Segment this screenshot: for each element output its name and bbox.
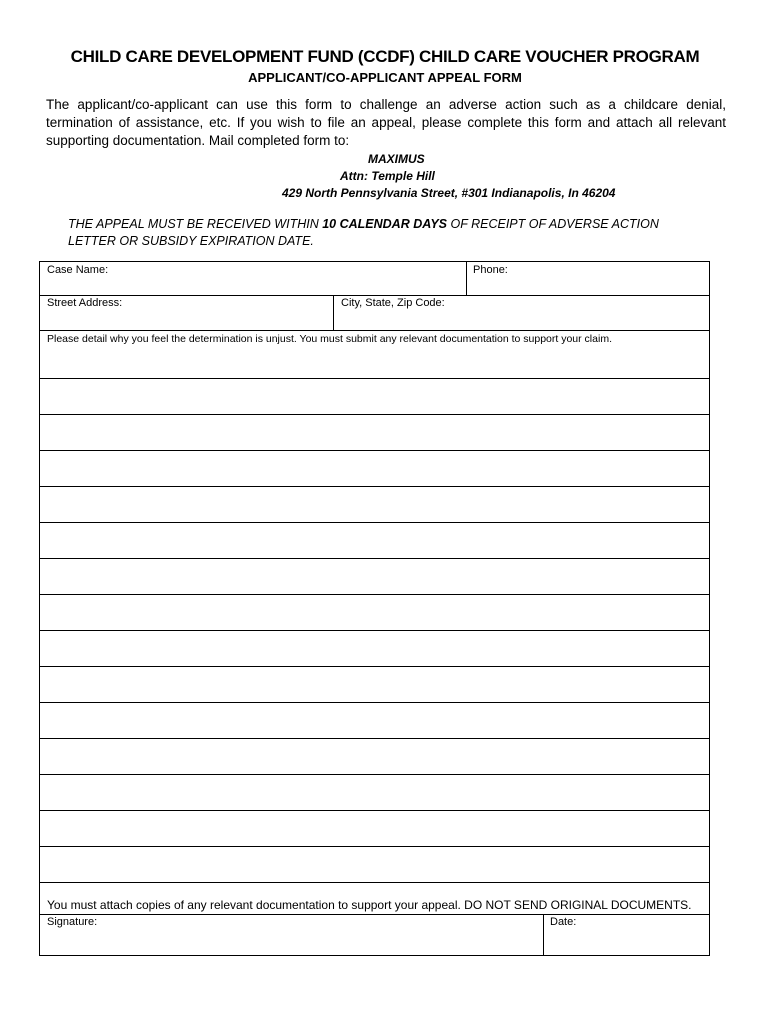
deadline-emphasis: 10 CALENDAR DAYS: [322, 217, 448, 231]
date-field[interactable]: [544, 915, 710, 955]
street-address-label: Street Address:: [47, 297, 123, 309]
mailing-address-street: 429 North Pennsylvania Street, #301 Indianapolis, In 46204: [282, 186, 616, 200]
mailing-address-name: MAXIMUS: [368, 152, 425, 166]
writing-line: [40, 882, 709, 883]
writing-line: [40, 486, 709, 487]
mailing-address-attn: Attn: Temple Hill: [340, 169, 435, 183]
case-name-field[interactable]: [40, 262, 466, 295]
phone-label: Phone:: [473, 264, 508, 276]
deadline-text-before: THE APPEAL MUST BE RECEIVED WITHIN: [68, 217, 323, 231]
attach-documents-note: You must attach copies of any relevant documentation to support your appeal. DO NOT SEND ORIGINAL DOCUMENTS.: [47, 898, 692, 912]
case-name-label: Case Name:: [47, 264, 109, 276]
writing-line: [40, 630, 709, 631]
city-state-zip-label: City, State, Zip Code:: [341, 297, 445, 309]
intro-paragraph: The applicant/co-applicant can use this form to challenge an adverse action such as a childcare denial, termination of assistance, etc. If you wish to file an appeal, please complete this form and attach all relevant supporting documentation. Mail completed form to:: [46, 97, 726, 148]
writing-line: [40, 414, 709, 415]
deadline-notice: [68, 216, 708, 250]
writing-line: [40, 846, 709, 847]
writing-line: [40, 738, 709, 739]
appeal-form-table: [39, 261, 710, 956]
signature-label: Signature:: [47, 916, 98, 928]
writing-line: [40, 558, 709, 559]
form-title: CHILD CARE DEVELOPMENT FUND (CCDF) CHILD CARE VOUCHER PROGRAM: [70, 47, 700, 66]
form-subtitle: APPLICANT/CO-APPLICANT APPEAL FORM: [248, 70, 522, 85]
writing-line: [40, 594, 709, 595]
deadline-text-after: OF RECEIPT OF ADVERSE ACTION LETTER OR SUBSIDY EXPIRATION DATE.: [68, 217, 659, 248]
explanation-area[interactable]: [40, 331, 709, 887]
writing-line: [40, 450, 709, 451]
writing-line: [40, 774, 709, 775]
signature-field[interactable]: [40, 915, 543, 955]
writing-line: [40, 810, 709, 811]
detail-instructions: Please detail why you feel the determination is unjust. You must submit any relevant documentation to support your claim.: [47, 333, 612, 345]
writing-line: [40, 666, 709, 667]
street-address-field[interactable]: [40, 296, 333, 330]
date-label: Date:: [550, 916, 577, 928]
writing-line: [40, 378, 709, 379]
writing-line: [40, 702, 709, 703]
phone-field[interactable]: [467, 262, 710, 295]
writing-line: [40, 522, 709, 523]
city-state-zip-field[interactable]: [334, 296, 710, 330]
